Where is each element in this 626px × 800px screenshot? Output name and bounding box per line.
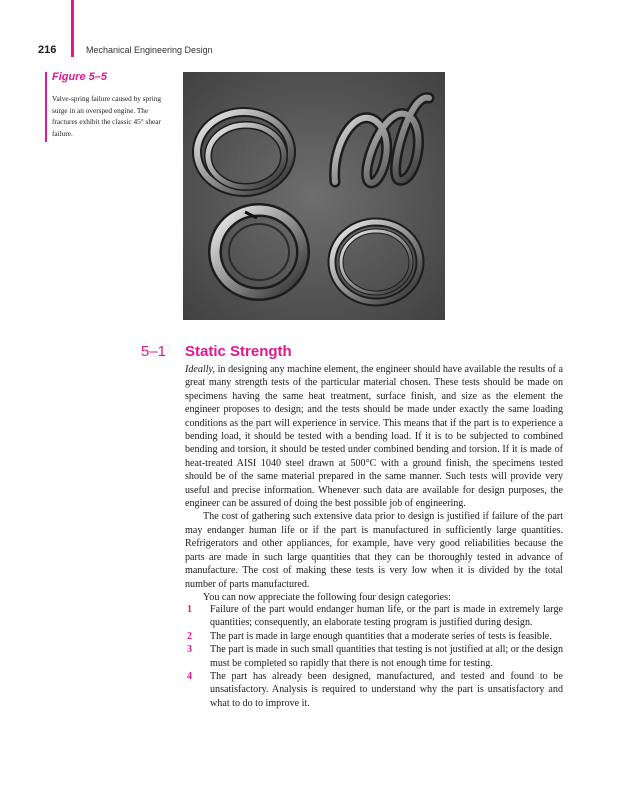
list-item xyxy=(185,603,563,630)
paragraph-1 xyxy=(185,363,563,510)
paragraph-1-text: in designing any machine element, the engineer should have available the results of a great many strength tests of the particular material chosen. These tests should be made on specimens having the same heat treatment, surface finish, and size as the element the engineer proposes to design; and the tests should be made under exactly the same loading conditions as the part will experience in service. This means that if the part is to experience a bending load, it should be tested with a bending load. If it is to be subjected to combined bending and torsion, it should be tested under combined bending and torsion. If it is made of heat-treated AISI 1040 steel drawn at 500°C with a ground finish, the specimens tested should be of the same material prepared in the same manner. Such tests will provide very useful and precise information. Whenever such data are available for design purposes, the engineer can be assured of doing the best possible job of engineering. xyxy=(185,364,563,510)
list-item xyxy=(185,630,563,643)
list-item xyxy=(185,670,563,710)
list-item-number: 4 xyxy=(187,671,193,683)
design-categories-list xyxy=(185,603,563,710)
list-item-text: The part has already been designed, manufactured, and tested and found to be unsatisfactory. Analysis is required to understand why the part is unsatisfactory and what to do to improve it. xyxy=(210,671,563,709)
figure-caption: Valve-spring failure caused by spring surge in an oversped engine. The fractures exhibit the classic 45° shear failure. xyxy=(52,94,162,138)
list-item-number: 3 xyxy=(187,644,193,656)
running-title: Mechanical Engineering Design xyxy=(86,45,213,55)
list-item-text: The part is made in such small quantities that testing is not justified at all; or the design must be completed so rapidly that there is not enough time for testing. xyxy=(210,644,563,669)
list-item-number: 2 xyxy=(187,630,193,642)
figure-label: Figure 5–5 xyxy=(52,71,108,83)
list-item-text: Failure of the part would endanger human life, or the part is made in extremely large quantities; consequently, an elaborate testing program is justified during design. xyxy=(210,604,563,629)
paragraph-3: You can now appreciate the following four design categories: xyxy=(203,591,451,603)
paragraph-1-lead: Ideally, xyxy=(185,364,215,375)
section-title: Static Strength xyxy=(185,343,292,360)
figure-photo xyxy=(183,72,445,320)
section-body xyxy=(185,363,563,604)
header-rule xyxy=(71,0,74,57)
section-number: 5–1 xyxy=(141,343,167,360)
valve-springs-photo xyxy=(183,72,445,320)
list-item-number: 1 xyxy=(187,604,193,615)
list-item xyxy=(185,643,563,670)
figure-caption-rule xyxy=(45,72,47,142)
list-item-text: The part is made in large enough quantities that a moderate series of tests is feasible. xyxy=(210,630,552,642)
paragraph-2: The cost of gathering such extensive data prior to design is justified if failure of the part may endanger human life or if the part is manufactured in sufficiently large quantities. Refrigerators and other appliances, for example, have very good reliabilities because the parts are made in such large quantities that they can be thoroughly tested in advance of manufacture. The cost of making these tests is very low when it is divided by the total number of parts manufactured. xyxy=(185,511,563,590)
page-number: 216 xyxy=(38,44,57,56)
